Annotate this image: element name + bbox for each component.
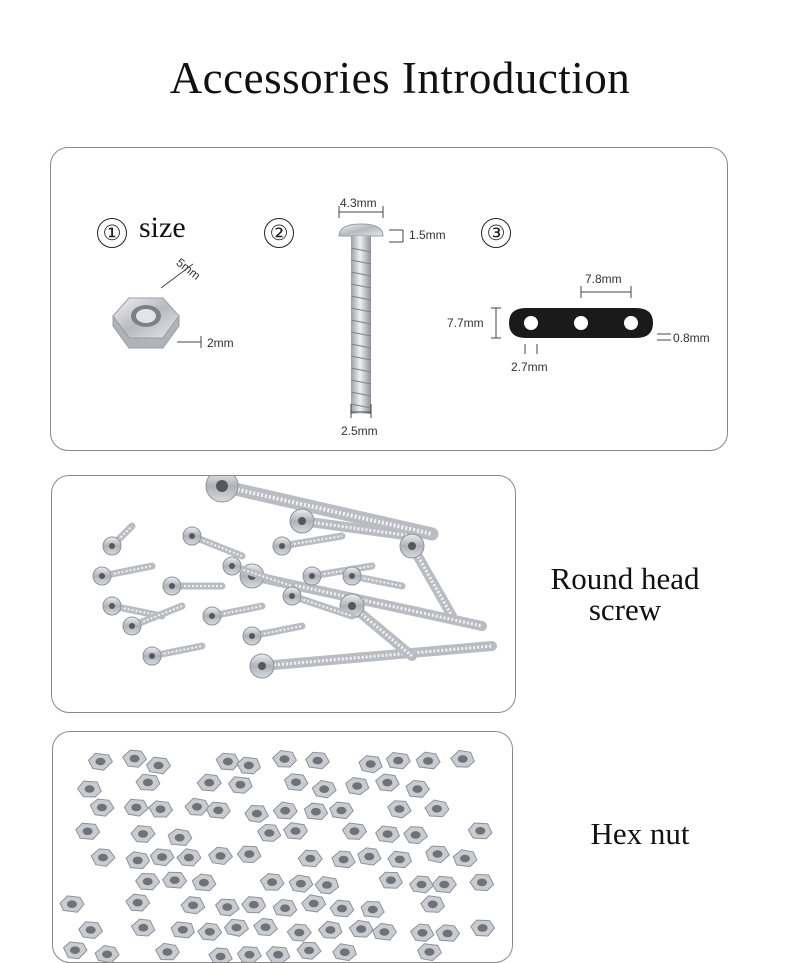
nut-hole <box>97 804 107 812</box>
screw-socket <box>309 573 315 579</box>
nut-hole <box>412 785 422 793</box>
nut-hole <box>383 830 393 838</box>
screw-socket <box>129 623 135 629</box>
screw-socket <box>189 533 195 539</box>
nut-hole <box>433 850 443 858</box>
nut-hole <box>394 805 404 813</box>
round-head-label-line1: Round head <box>550 561 700 596</box>
nut-hole <box>249 901 259 909</box>
nut-hole <box>291 827 301 835</box>
nut-hole <box>432 805 442 813</box>
nut-hole <box>98 854 108 862</box>
nut-hole <box>138 924 148 932</box>
screw-shaft-diameter-label: 2.5mm <box>341 424 378 438</box>
nut-hole <box>411 831 421 839</box>
round-head-screw-label <box>530 563 720 625</box>
nut-hole <box>178 926 188 934</box>
nut-hole <box>205 928 215 936</box>
nut-hole <box>319 785 329 793</box>
nut-hole <box>337 905 347 913</box>
nut-hole <box>460 855 470 863</box>
nut-hole <box>85 785 95 793</box>
step-1-badge: ① <box>97 218 127 248</box>
nut-hole <box>366 760 376 768</box>
nut-hole <box>417 881 427 889</box>
nut-hole <box>364 853 374 861</box>
nut-hole <box>322 881 332 889</box>
screw-socket <box>289 593 295 599</box>
nut-hole <box>143 779 153 787</box>
nut-hole <box>133 857 143 865</box>
nut-hole <box>175 834 185 842</box>
screw-socket <box>229 563 235 569</box>
nut-hole <box>245 951 255 959</box>
nut-hole <box>188 902 198 910</box>
nut-hole <box>428 901 438 909</box>
nut-hole <box>170 876 180 884</box>
nut-hole <box>280 904 290 912</box>
nut-hole <box>313 757 323 765</box>
bar-width-label: 7.7mm <box>447 316 484 330</box>
screw-socket <box>149 653 155 659</box>
bar-hole-diameter-label: 2.7mm <box>511 360 548 374</box>
size-illustration <box>51 148 727 450</box>
nut-hole <box>261 923 271 931</box>
nut-hole <box>267 878 277 886</box>
nut-pile-drawing <box>53 732 512 962</box>
nut-hole <box>379 928 389 936</box>
nut-hole <box>305 855 315 863</box>
nut-hole <box>393 757 403 765</box>
nut-hole <box>349 827 359 835</box>
nut-hole <box>130 755 140 763</box>
screw-socket <box>408 542 416 550</box>
nut-hole <box>424 948 434 956</box>
nut-hole <box>273 951 283 959</box>
nut-hole <box>184 854 194 862</box>
screw-socket <box>109 543 115 549</box>
hex-nut-photo <box>52 731 513 963</box>
screw-head-height-label: 1.5mm <box>409 228 446 242</box>
screw-socket <box>99 573 105 579</box>
hex-nut-label: Hex nut <box>590 816 690 851</box>
page-title: Accessories Introduction <box>169 53 631 103</box>
nut-hole <box>291 778 301 786</box>
nut-hole <box>162 948 172 956</box>
nut-hole <box>439 881 449 889</box>
nut-hole <box>244 850 254 858</box>
nut-hole <box>223 758 233 766</box>
nut-width-label: 5mm <box>173 255 204 283</box>
nut-hole <box>264 829 274 837</box>
nut-hole <box>244 762 254 770</box>
nut-hole <box>102 951 112 959</box>
nut-hole <box>309 900 319 908</box>
nut-hole <box>340 948 350 956</box>
nut-hole <box>154 762 164 770</box>
screw-pile-drawing <box>52 476 515 712</box>
nut-hole <box>252 810 262 818</box>
nut-thickness-label: 2mm <box>207 336 234 350</box>
size-panel <box>50 147 728 451</box>
nut-hole <box>475 827 485 835</box>
nut-hole <box>280 807 290 815</box>
nut-hole <box>138 830 148 838</box>
nut-hole <box>133 899 143 907</box>
nut-hole <box>131 804 141 812</box>
screw-socket <box>279 543 285 549</box>
nut-hole <box>199 879 209 887</box>
screw-socket <box>348 602 356 610</box>
nut-hole <box>296 880 306 888</box>
screw-socket <box>349 573 355 579</box>
screw-drawing <box>339 206 403 418</box>
screw-head-diameter-label: 4.3mm <box>340 196 377 210</box>
nut-hole <box>382 779 392 787</box>
screw-socket <box>258 662 266 670</box>
step-2-badge: ② <box>264 218 294 248</box>
screw-socket <box>109 603 115 609</box>
nut-hole <box>216 852 226 860</box>
screw-socket <box>216 480 228 492</box>
nut-hole <box>395 856 405 864</box>
nut-hole <box>304 947 314 955</box>
screw-socket <box>249 633 255 639</box>
screw-socket <box>209 613 215 619</box>
bar-hole-spacing-label: 7.8mm <box>585 272 622 286</box>
bar-thickness-label: 0.8mm <box>673 331 710 345</box>
nut-hole <box>280 755 290 763</box>
nut-hole <box>443 930 453 938</box>
nut-hole <box>156 805 166 813</box>
nut-hole <box>143 878 153 886</box>
round-head-label-line2: screw <box>588 592 662 627</box>
screw-socket <box>298 517 306 525</box>
connector-bar-drawing <box>491 286 671 354</box>
nut-hole <box>311 808 321 816</box>
size-heading: size <box>139 211 186 244</box>
nut-hole <box>67 900 77 908</box>
nut-hole <box>216 953 226 961</box>
nut-hole <box>477 879 487 887</box>
nut-hole <box>70 946 80 954</box>
nut-hole <box>423 757 433 765</box>
nut-hole <box>458 755 468 763</box>
nut-hole <box>204 779 214 787</box>
nut-hole <box>222 903 232 911</box>
screw-socket <box>169 583 175 589</box>
nut-hole <box>386 876 396 884</box>
step-3-badge: ③ <box>481 218 511 248</box>
nut-hole <box>83 828 93 836</box>
nut-hole <box>478 924 488 932</box>
nut-hole <box>235 781 245 789</box>
nut-hole <box>192 803 202 811</box>
nut-hole <box>95 758 105 766</box>
nut-hole <box>352 782 362 790</box>
round-head-screw-photo <box>51 475 516 713</box>
nut-hole <box>356 925 366 933</box>
nut-hole <box>339 856 349 864</box>
nut-hole <box>232 924 242 932</box>
nut-hole <box>368 906 378 914</box>
nut-hole <box>157 853 167 861</box>
nut-hole <box>213 807 223 815</box>
nut-hole <box>336 807 346 815</box>
